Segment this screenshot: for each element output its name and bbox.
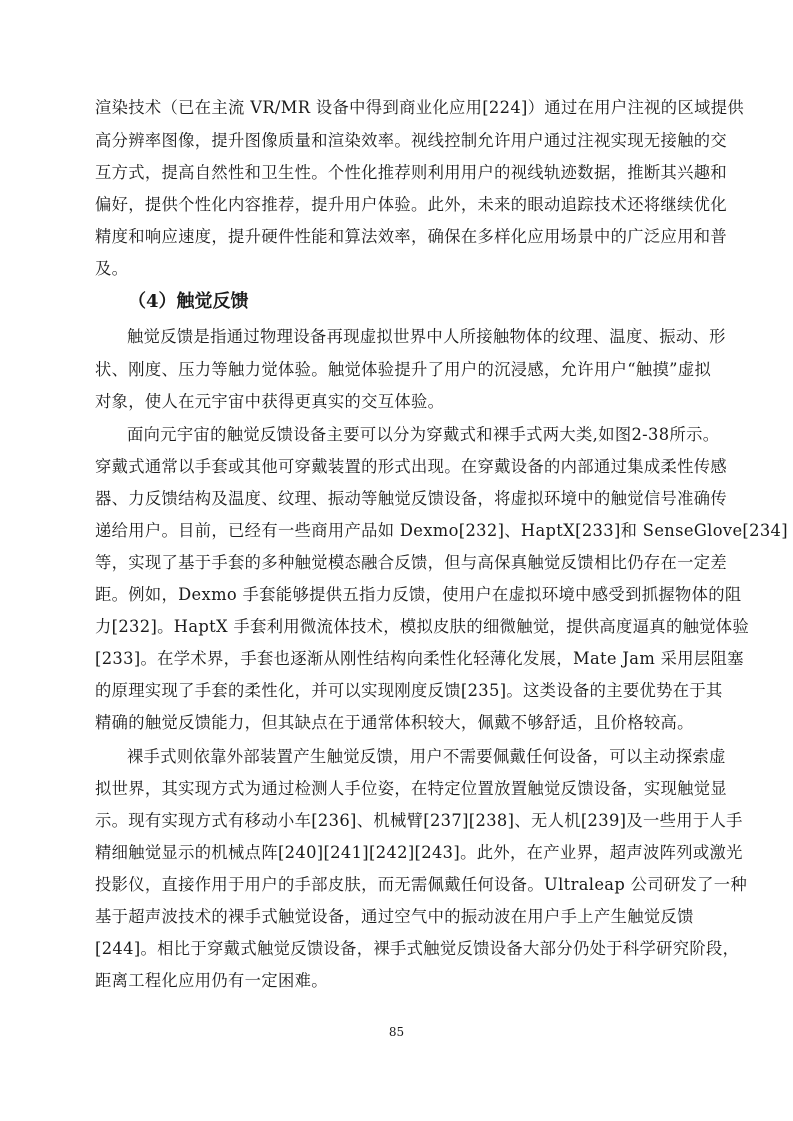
text-line: [244]。相比于穿戴式触觉反馈设备，裸手式触觉反馈设备大部分仍处于科学研究阶段， [95, 939, 740, 958]
text-line: 精细触觉显示的机械点阵[240][241][242][243]。此外，在产业界，超声波阵列或激光 [95, 843, 743, 862]
text-line: 状、刚度、压力等触力觉体验。触觉体验提升了用户的沉浸感，允许用户“触摸”虚拟 [95, 360, 712, 379]
text-line: 递给用户。目前，已经有一些商用产品如 Dexmo[232]、HaptX[233]和 SenseGlove[234] [95, 521, 788, 540]
text-line: 示。现有实现方式有移动小车[236]、机械臂[237][238]、无人机[239]及一些用于人手 [95, 811, 743, 830]
text-line: 面向元宇宙的触觉反馈设备主要可以分为穿戴式和裸手式两大类,如图2-38所示。 [127, 425, 720, 444]
text-line: 穿戴式通常以手套或其他可穿戴装置的形式出现。在穿戴设备的内部通过集成柔性传感 [95, 457, 727, 476]
text-line: 互方式，提高自然性和卫生性。个性化推荐则利用用户的视线轨迹数据，推断其兴趣和 [95, 163, 727, 182]
text-line: 渲染技术（已在主流 VR/MR 设备中得到商业化应用[224]）通过在用户注视的区域提供 [95, 98, 744, 117]
text-line: 裸手式则依靠外部装置产生触觉反馈，用户不需要佩戴任何设备，可以主动探索虚 [127, 747, 726, 766]
text-line: 及。 [95, 259, 129, 278]
text-line: 精度和响应速度，提升硬件性能和算法效率，确保在多样化应用场景中的广泛应用和普 [95, 227, 727, 246]
text-line: 精确的触觉反馈能力，但其缺点在于通常体积较大，佩戴不够舒适，且价格较高。 [95, 713, 694, 732]
text-line: 高分辨率图像，提升图像质量和渲染效率。视线控制允许用户通过注视实现无接触的交 [95, 131, 727, 150]
text-line: 拟世界，其实现方式为通过检测人手位姿，在特定位置放置触觉反馈设备，实现触觉显 [95, 779, 727, 798]
text-line: 距离工程化应用仍有一定困难。 [95, 971, 328, 990]
text-line: 力[232]。HaptX 手套利用微流体技术，模拟皮肤的细微触觉，提供高度逼真的触觉体验 [95, 617, 750, 636]
text-line: 对象，使人在元宇宙中获得更真实的交互体验。 [95, 392, 445, 411]
text-line: 器、力反馈结构及温度、纹理、振动等触觉反馈设备，将虚拟环境中的触觉信号准确传 [95, 489, 727, 508]
text-line: 等，实现了基于手套的多种触觉模态融合反馈，但与高保真触觉反馈相比仍存在一定差 [95, 553, 727, 572]
section-heading: （4）触觉反馈 [128, 291, 249, 312]
text-line: 的原理实现了手套的柔性化，并可以实现刚度反馈[235]。这类设备的主要优势在于其 [95, 681, 723, 700]
text-line: [233]。在学术界，手套也逐渐从刚性结构向柔性化轻薄化发展，Mate Jam 采用层阻塞 [95, 649, 744, 668]
text-line: 投影仪，直接作用于用户的手部皮肤，而无需佩戴任何设备。Ultraleap 公司研发了一种 [95, 875, 748, 894]
page-number: 85 [388, 1025, 405, 1039]
text-line: 基于超声波技术的裸手式触觉设备，通过空气中的振动波在用户手上产生触觉反馈 [95, 907, 694, 926]
text-line: 触觉反馈是指通过物理设备再现虚拟世界中人所接触物体的纹理、温度、振动、形 [127, 327, 726, 346]
text-line: 距。例如，Dexmo 手套能够提供五指力反馈，使用户在虚拟环境中感受到抓握物体的阻 [95, 585, 742, 604]
text-line: 偏好，提供个性化内容推荐，提升用户体验。此外，未来的眼动追踪技术还将继续优化 [95, 195, 727, 214]
